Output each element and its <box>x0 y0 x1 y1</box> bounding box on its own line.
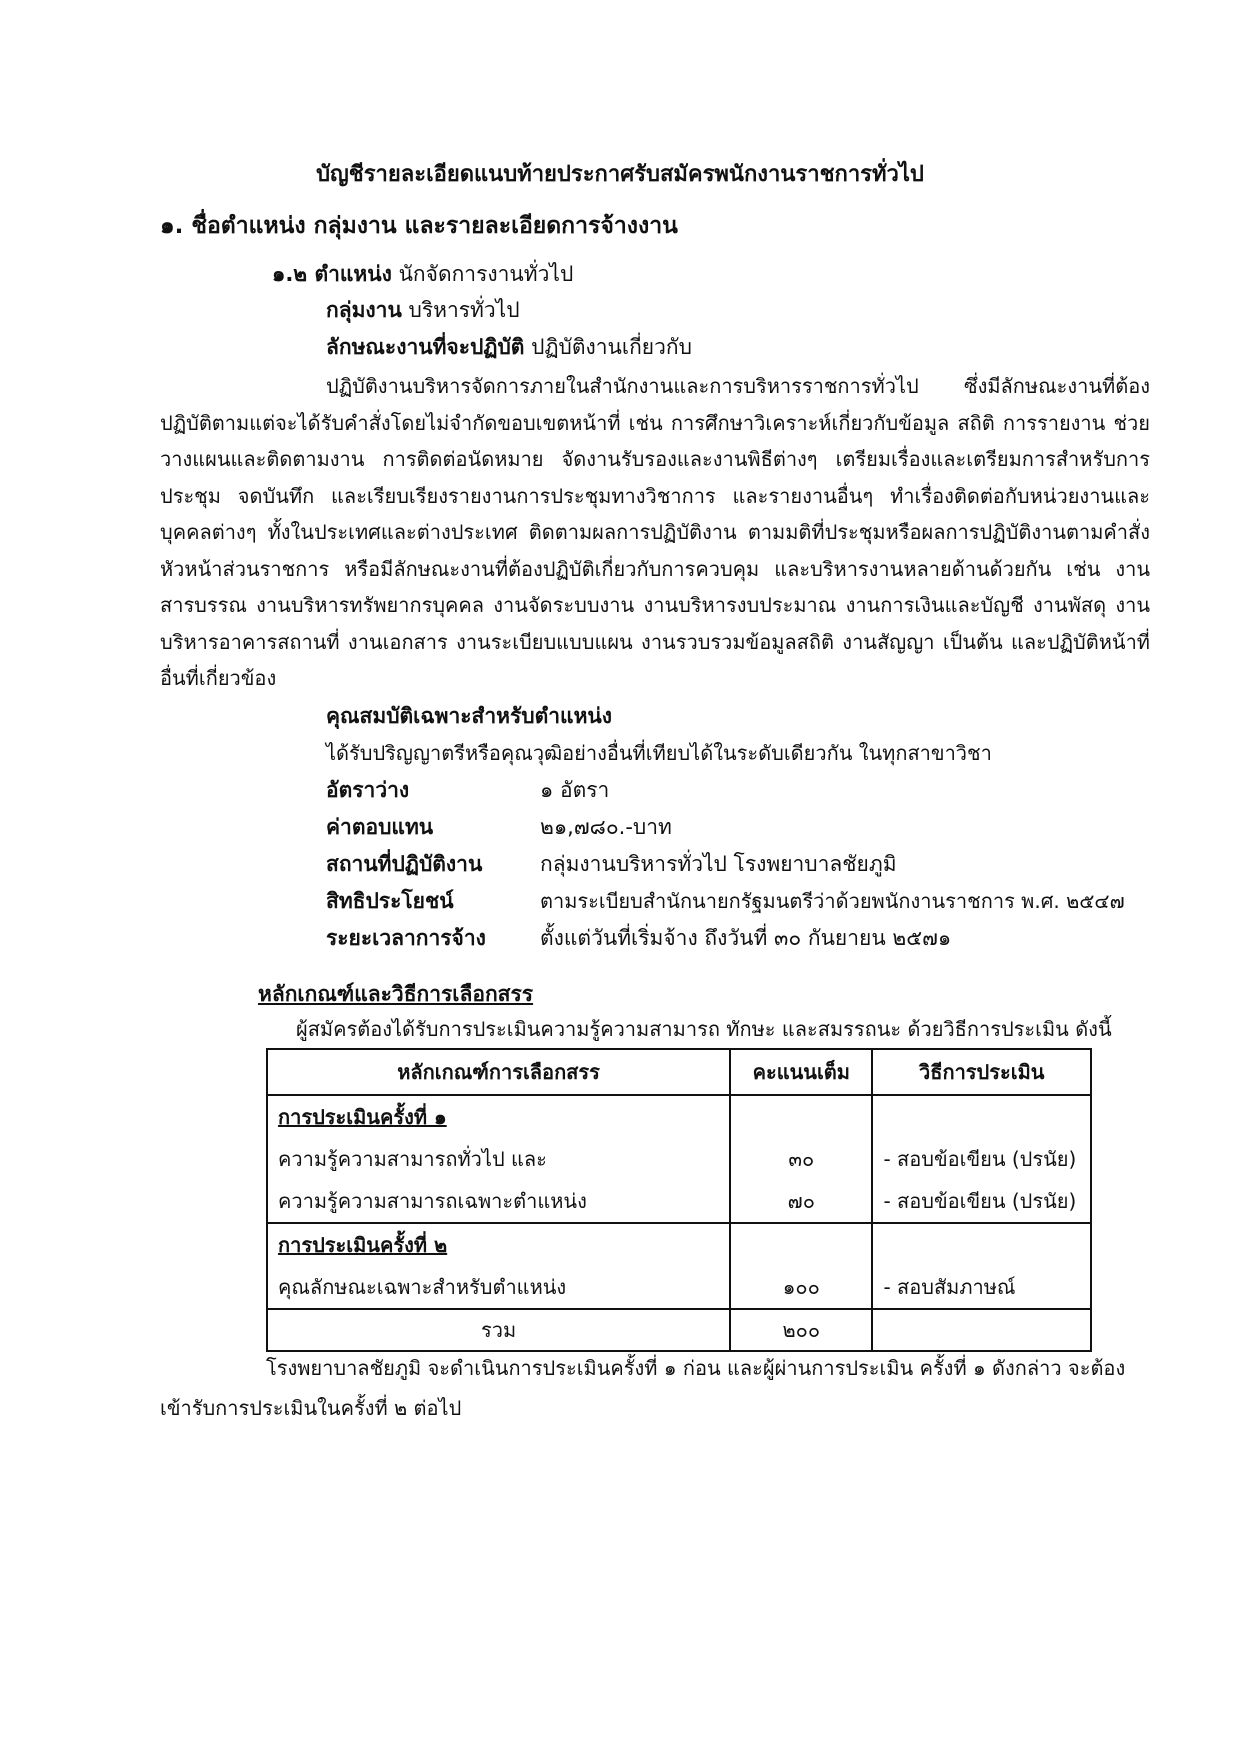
round2-method-cell <box>872 1223 1091 1309</box>
column-header: วิธีการประเมิน <box>872 1049 1091 1095</box>
round1-method-cell <box>872 1095 1091 1223</box>
detail-label: สิทธิประโยชน์ <box>326 889 454 913</box>
total-method-empty <box>872 1309 1091 1351</box>
group-value: บริหารทั่วไป <box>408 298 520 322</box>
position-line <box>272 258 573 291</box>
duty-line <box>326 331 692 364</box>
detail-label: อัตราว่าง <box>326 778 410 802</box>
detail-value: กลุ่มงานบริหารทั่วไป โรงพยาบาลชัยภูมิ <box>540 852 897 876</box>
total-score: ๒๐๐ <box>730 1309 872 1351</box>
round2-title: การประเมินครั้งที่ ๒ <box>278 1233 448 1257</box>
detail-label: ระยะเวลาการจ้าง <box>326 926 486 950</box>
closing-paragraph: โรงพยาบาลชัยภูมิ จะดำเนินการประเมินครั้งที่ ๑ ก่อน และผู้ผ่านการประเมิน ครั้งที่ ๑ ดังกล่าว จะต้องเข้ารับการประเมินในครั้งที่ ๒ ต่อไป <box>160 1356 1126 1420</box>
criterion-text: คุณลักษณะเฉพาะสำหรับตำแหน่ง <box>278 1275 567 1299</box>
score-value: ๑๐๐ <box>782 1275 820 1299</box>
detail-value: ๑ อัตรา <box>540 778 610 802</box>
score-value: ๗๐ <box>787 1189 815 1213</box>
criteria-heading: หลักเกณฑ์และวิธีการเลือกสรร <box>258 982 534 1006</box>
criterion-text: ความรู้ความสามารถทั่วไป และ <box>278 1147 547 1171</box>
round2-score-cell <box>730 1223 872 1309</box>
total-label: รวม <box>267 1309 730 1351</box>
round1-title: การประเมินครั้งที่ ๑ <box>278 1105 447 1129</box>
score-value: ๓๐ <box>788 1147 815 1171</box>
table-header-row <box>267 1049 1091 1095</box>
detail-value: ๒๑,๗๘๐.-บาท <box>540 815 672 839</box>
qualification-label: คุณสมบัติเฉพาะสำหรับตำแหน่ง <box>326 704 613 728</box>
table-row <box>267 1223 1091 1309</box>
position-value: นักจัดการงานทั่วไป <box>398 262 574 286</box>
method-text: - สอบสัมภาษณ์ <box>883 1275 1016 1299</box>
round1-criteria-cell <box>267 1095 730 1223</box>
column-header: หลักเกณฑ์การเลือกสรร <box>267 1049 730 1095</box>
section-heading: ๑. ชื่อตำแหน่ง กลุ่มงาน และรายละเอียดการจ้างงาน <box>160 213 678 239</box>
method-text: - สอบข้อเขียน (ปรนัย) <box>883 1147 1077 1171</box>
detail-label: สถานที่ปฏิบัติงาน <box>326 852 483 876</box>
duty-value: ปฏิบัติงานเกี่ยวกับ <box>531 335 692 359</box>
duty-label: ลักษณะงานที่จะปฏิบัติ <box>326 335 525 359</box>
detail-value: ตามระเบียบสำนักนายกรัฐมนตรีว่าด้วยพนักงานราชการ พ.ศ. ๒๕๔๗ <box>540 889 1125 913</box>
document-title: บัญชีรายละเอียดแนบท้ายประกาศรับสมัครพนักงานราชการทั่วไป <box>316 162 924 187</box>
criteria-intro: ผู้สมัครต้องได้รับการประเมินความรู้ความสามารถ ทักษะ และสมรรถนะ ด้วยวิธีการประเมิน ดังนี้ <box>296 1017 1112 1041</box>
detail-value: ตั้งแต่วันที่เริ่มจ้าง ถึงวันที่ ๓๐ กันยายน ๒๕๗๑ <box>540 926 952 950</box>
method-text: - สอบข้อเขียน (ปรนัย) <box>883 1189 1077 1213</box>
criterion-text: ความรู้ความสามารถเฉพาะตำแหน่ง <box>278 1189 587 1213</box>
qualification-value: ได้รับปริญญาตรีหรือคุณวุฒิอย่างอื่นที่เทียบได้ในระดับเดียวกัน ในทุกสาขาวิชา <box>326 741 992 765</box>
total-row <box>267 1309 1091 1351</box>
detail-label: ค่าตอบแทน <box>326 815 434 839</box>
group-label: กลุ่มงาน <box>326 298 402 322</box>
round1-score-cell <box>730 1095 872 1223</box>
round2-criteria-cell <box>267 1223 730 1309</box>
group-line <box>326 294 520 327</box>
table-row <box>267 1095 1091 1223</box>
column-header: คะแนนเต็ม <box>730 1049 872 1095</box>
position-label: ๑.๒ ตำแหน่ง <box>272 262 392 286</box>
duty-paragraph: ปฏิบัติงานบริหารจัดการภายในสำนักงานและการบริหารราชการทั่วไป ซึ่งมีลักษณะงานที่ต้องปฏิบัติตามแต่จะได้รับคำสั่งโดยไม่จำกัดขอบเขตหน้าที่ เช่น การศึกษาวิเคราะห์เกี่ยวกับข้อมูล สถิติ การรายงาน ช่วยวางแผนและติดตามงาน การติดต่อนัดหมาย จัดงานรับรองและงานพิธีต่างๆ เตรียมเรื่องและเตรียมการสำหรับการประชุม จดบันทึก และเรียบเรียงรายงานการประชุมทางวิชาการ และรายงานอื่นๆ ทำเรื่องติดต่อกับหน่วยงานและบุคคลต่างๆ ทั้งในประเทศและต่างประเทศ ติดตามผลการปฏิบัติงาน ตามมติที่ประชุมหรือผลการปฏิบัติงานตามคำสั่งหัวหน้าส่วนราชการ หรือมีลักษณะงานที่ต้องปฏิบัติเกี่ยวกับการควบคุม และบริหารงานหลายด้านด้วยกัน เช่น งานสารบรรณ งานบริหารทรัพยากรบุคคล งานจัดระบบงาน งานบริหารงบประมาณ งานการเงินและบัญชี งานพัสดุ งานบริหารอาคารสถานที่ งานเอกสาร งานระเบียบแบบแผน งานรวบรวมข้อมูลสถิติ งานสัญญา เป็นต้น และปฏิบัติหน้าที่อื่นที่เกี่ยวข้อง <box>160 374 1150 690</box>
criteria-table <box>266 1048 1092 1352</box>
